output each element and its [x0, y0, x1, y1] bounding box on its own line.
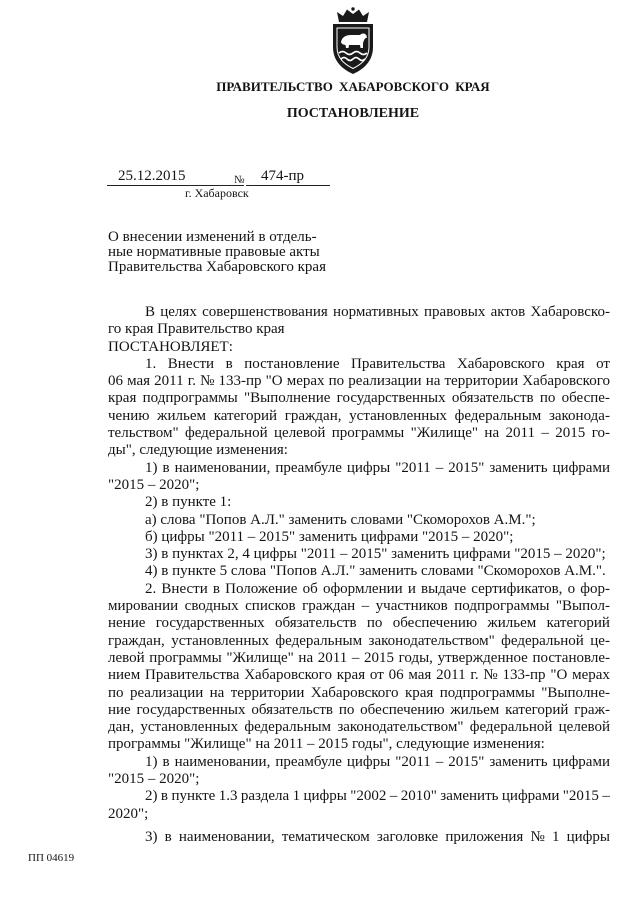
coat-of-arms-icon: [330, 7, 376, 75]
body-line: мировании сводных списков граждан – участников подпрограммы "Выпол-: [108, 598, 610, 615]
body-line: дан, установленных федеральным законодательством" федеральной целевой: [108, 719, 610, 736]
body-line: ПОСТАНОВЛЯЕТ:: [108, 338, 233, 355]
document-number: 474-пр: [261, 168, 305, 184]
number-sign: №: [234, 174, 245, 186]
shield-shape: [333, 24, 373, 74]
document-body: [108, 304, 610, 846]
number-underline: [246, 185, 330, 186]
body-line: ние государственных обязательств по обеспечению жильем категорий граж-: [108, 701, 610, 718]
body-line: ды", следующие изменения:: [108, 442, 288, 459]
body-line: программы "Жилище" на 2011 – 2015 годы", следующие изменения:: [108, 736, 545, 753]
body-line: "2015 – 2020";: [108, 771, 200, 788]
coat-of-arms-emblem: [330, 7, 376, 75]
body-line: нием Правительства Хабаровского края от 06 мая 2011 г. № 133-пр "О мерах: [108, 667, 610, 684]
body-line: а) слова "Попов А.Л." заменить словами "Скоморохов А.М.";: [145, 511, 536, 528]
subject-line: ные нормативные правовые акты: [108, 244, 320, 260]
body-line: 1) в наименовании, преамбуле цифры "2011 – 2015" заменить цифрами: [145, 459, 610, 476]
body-line: 06 мая 2011 г. № 133-пр "О мерах по реализации на территории Хабаровского: [108, 373, 610, 390]
body-line: 2. Внести в Положение об оформлении и выдаче сертификатов, о фор-: [145, 580, 610, 597]
body-line: 3) в пунктах 2, 4 цифры "2011 – 2015" заменить цифрами "2015 – 2020";: [145, 546, 606, 563]
document-place: г. Хабаровск: [185, 186, 249, 200]
crown-orb: [351, 7, 354, 10]
body-line: 1. Внести в постановление Правительства Хабаровского края от: [145, 355, 610, 372]
document-type-title: ПОСТАНОВЛЕНИЕ: [286, 106, 420, 121]
body-line: б) цифры "2011 – 2015" заменить цифрами "2015 – 2020";: [145, 528, 514, 545]
body-line: "2015 – 2020";: [108, 476, 200, 493]
document-code: ПП 04619: [28, 852, 75, 864]
document-subject: [108, 230, 326, 275]
crown-shape: [337, 10, 369, 23]
body-line: 2020";: [108, 805, 149, 822]
body-line: тельством" федеральной целевой программы "Жилище" на 2011 – 2015 го-: [108, 425, 610, 442]
organization-title: ПРАВИТЕЛЬСТВО ХАБАРОВСКОГО КРАЯ: [216, 79, 490, 94]
body-line: левой программы "Жилище" на 2011 – 2015 годы, утвержденное постановле-: [108, 649, 610, 666]
body-line: края подпрограммы "Выполнение государственных обязательств по обеспе-: [108, 390, 610, 407]
body-line: 1) в наименовании, преамбуле цифры "2011 – 2015" заменить цифрами: [145, 753, 610, 770]
body-line: по реализации на территории Хабаровского края подпрограммы "Выполне-: [108, 684, 610, 701]
body-line: В целях совершенствования нормативных правовых актов Хабаровско-: [145, 304, 610, 320]
body-line: 2) в пункте 1.3 раздела 1 цифры "2002 – 2010" заменить цифрами "2015 –: [145, 788, 610, 805]
body-line: чению жильем категорий граждан, установленных федеральным законода-: [108, 407, 610, 424]
body-line: 2) в пункте 1:: [145, 494, 232, 511]
body-line: нение государственных обязательств по обеспечению жильем категорий: [108, 615, 610, 632]
body-line: го края Правительство края: [108, 321, 285, 338]
body-line: 4) в пункте 5 слова "Попов А.Л." заменить словами "Скоморохов А.М.".: [145, 563, 606, 580]
subject-line: О внесении изменений в отдель-: [108, 229, 317, 245]
document-date: 25.12.2015: [118, 168, 186, 184]
body-line: 3) в наименовании, тематическом заголовке приложения № 1 цифры: [145, 828, 610, 845]
body-line: граждан, установленных федеральным законодательством" федеральной це-: [108, 632, 610, 649]
subject-line: Правительства Хабаровского края: [108, 259, 326, 275]
